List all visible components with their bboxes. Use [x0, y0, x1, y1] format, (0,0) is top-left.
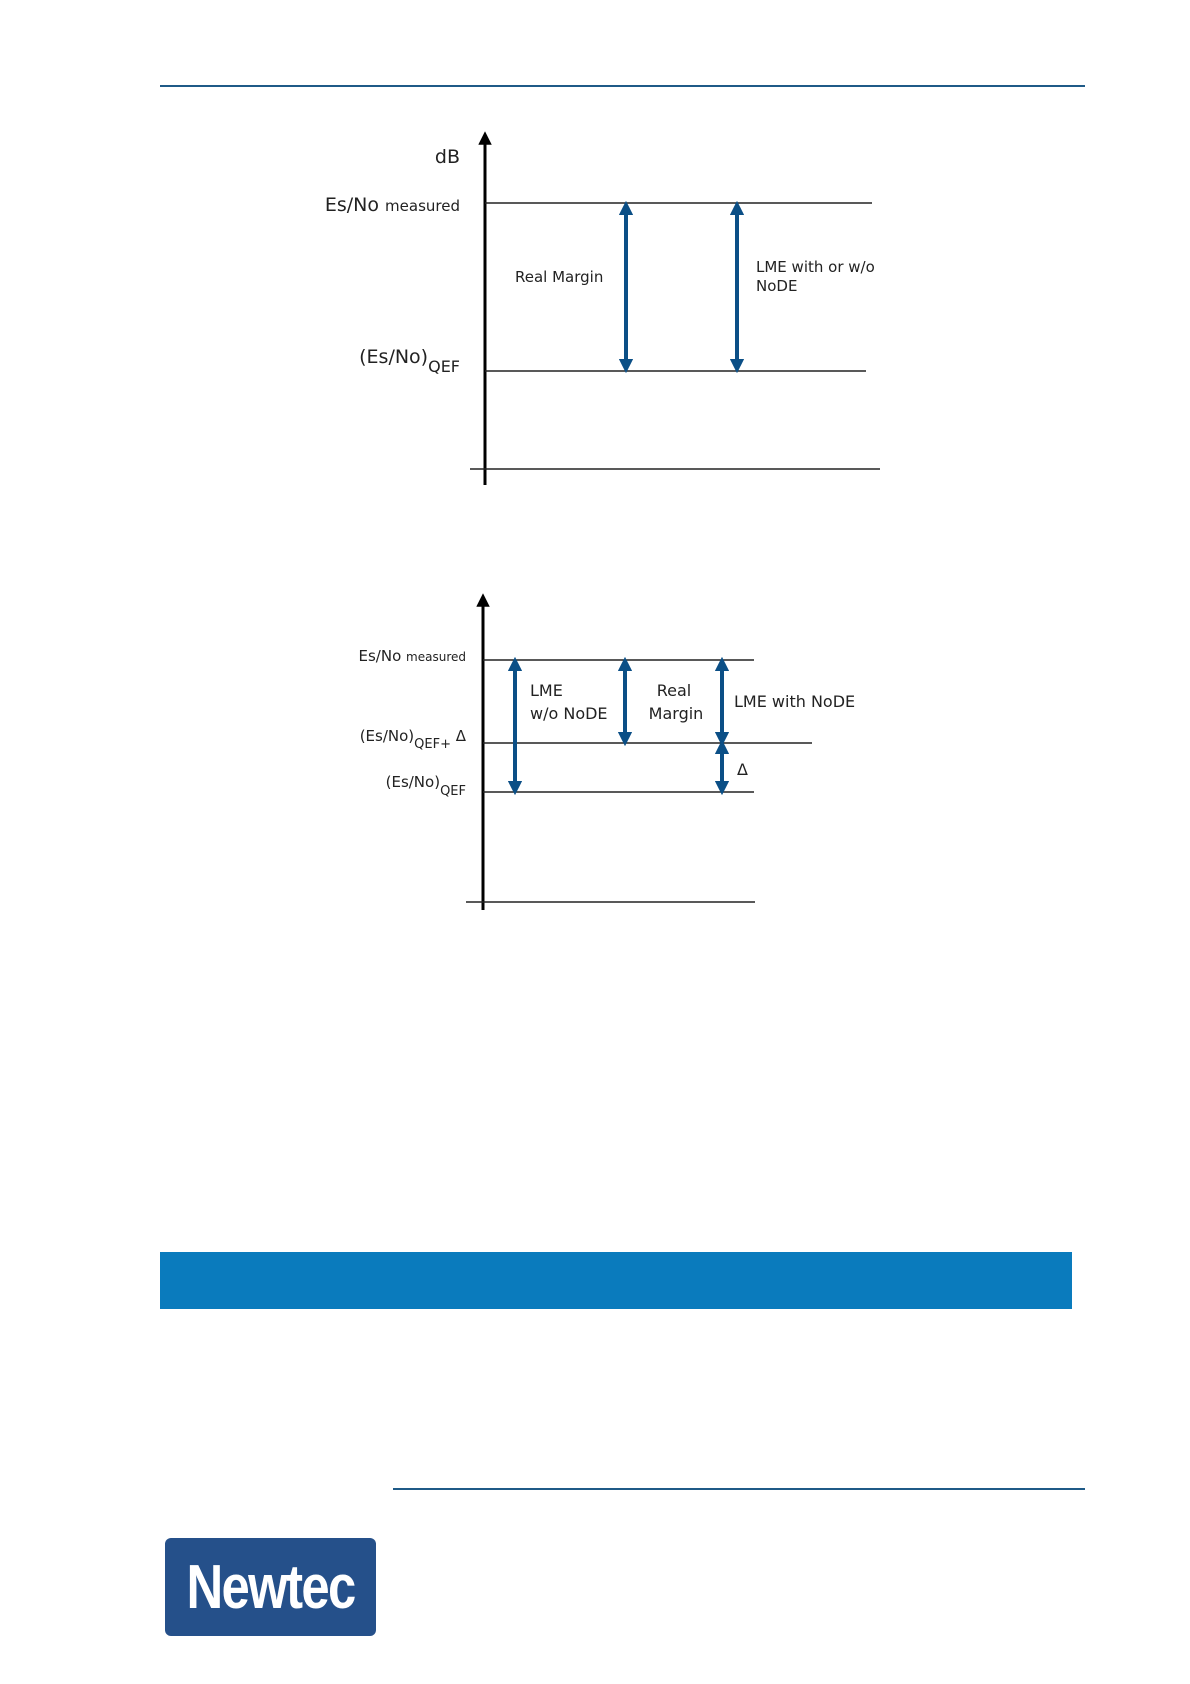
newtec-logo [165, 1538, 376, 1636]
real-margin-line1: Real [656, 681, 692, 700]
delta-label: Δ [737, 760, 748, 779]
label-measured: Es/No measured [324, 194, 460, 216]
axis-label: dB [434, 146, 460, 168]
lme-wo-node-line1: LME [530, 681, 563, 700]
real-margin-label: Real Margin [515, 268, 604, 286]
lme-wo-node-line2: w/o NoDE [530, 704, 608, 723]
footer-rule [393, 1488, 1085, 1490]
diagram-2 [359, 600, 856, 910]
label-qef-delta: (Es/No)QEF+ Δ [359, 727, 466, 752]
real-margin-line2: Margin [648, 704, 704, 723]
lme-node-label: LME with NoDE [734, 692, 856, 711]
label-qef: $(Es/No)_{QEF}$ [359, 346, 460, 376]
logo-text: Newtec [186, 1552, 355, 1622]
lme-label-line2: NoDE [756, 277, 798, 295]
lme-label-line1: LME with or w/o [756, 258, 875, 276]
label-measured: Es/No measured [358, 647, 466, 665]
diagram-1 [325, 138, 880, 485]
label-qef: (Es/No)QEF [385, 773, 466, 799]
section-heading-bar [160, 1252, 1072, 1309]
